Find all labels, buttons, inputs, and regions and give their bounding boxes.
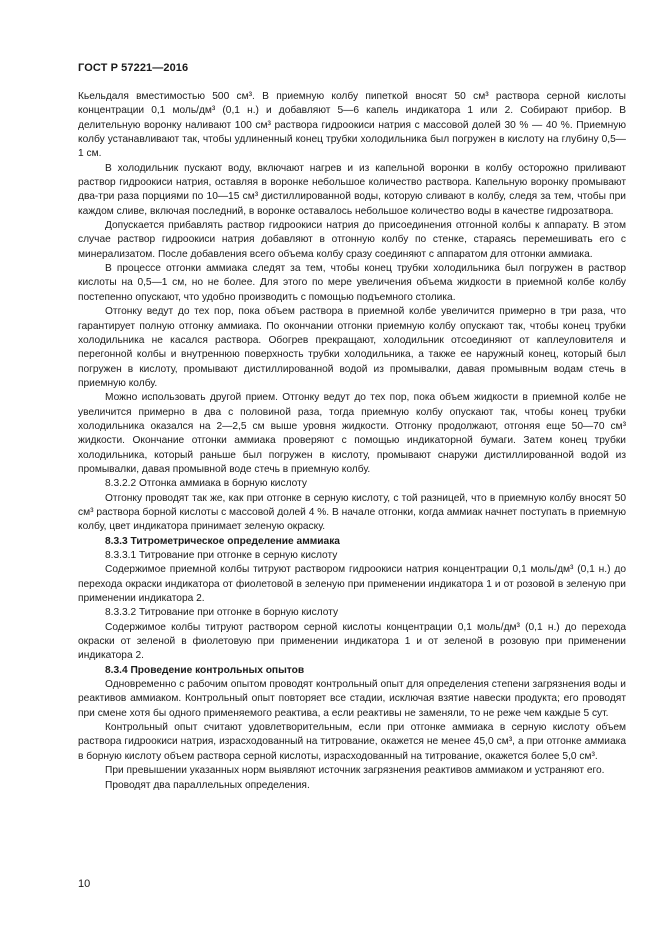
paragraph: Кьельдаля вместимостью 500 см³. В приемную колбу пипеткой вносят 50 см³ раствора серной кислоты концентрации 0,1 моль/дм³ (0,1 н.) и добавляют 5—6 капель индикатора 1 или 2. Собирают прибор. В делительную воронку наливают 100 см³ раствора гидроокиси натрия с массовой долей 30 % — 40 %. Приемную колбу устанавливают так, чтобы удлиненный конец трубки холодильника был погружен в кислоту на глубину 0,5—1 см. <box>78 91 626 160</box>
paragraph: Содержимое колбы титруют раствором серной кислоты концентрации 0,1 моль/дм³ (0,1 н.) до перехода окраски от зеленой в фиолетовую при применении индикатора 1 и от зеленой в розовую при применении индикатора 2. <box>78 621 626 662</box>
paragraph: Контрольный опыт считают удовлетворительным, если при отгонке аммиака в серную кислоту объем раствора гидроокиси натрия, израсходованный на титрование, окажется не менее 45,0 см³, а при отгонке аммиака в борную кислоту объем раствора серной кислоты, израсходованный на титрование, окажется более 5,0 см³. <box>78 722 626 762</box>
paragraph: 8.3.3.1 Титрование при отгонке в серную кислоту <box>105 550 338 561</box>
paragraph: Одновременно с рабочим опытом проводят контрольный опыт для определения степени загрязнения воды и реактивов аммиаком. Контрольный опыт повторяет все стадии, исключая взятие навески продукта; его проводят при смене хотя бы одного применяемого реактива, а если реактивы не заменяли, то не реже чем каждые 5 сут. <box>78 679 626 719</box>
paragraph: Содержимое приемной колбы титруют раствором гидроокиси натрия концентрации 0,1 моль/дм³ (0,1 н.) до перехода окраски индикатора от фиолетовой в зеленую при применении индикатора 1 и от розовой в зеленую при применении индикатора 2. <box>78 564 626 605</box>
paragraph: При превышении указанных норм выявляют источник загрязнения реактивов аммиаком и устраняют его. <box>105 765 605 777</box>
paragraph: Проводят два параллельных определения. <box>105 779 310 791</box>
document-header: ГОСТ Р 57221—2016 <box>78 62 189 74</box>
paragraph: В процессе отгонки аммиака следят за тем, чтобы конец трубки холодильника был погружен в раствор кислоты на 0,5—1 см, но не более. Для этого по мере увеличения объема жидкости в приемной колбе колбу постепенно опускают, что удобно производить с помощью подъемного столика. <box>78 263 626 303</box>
paragraph: 8.3.2.2 Отгонка аммиака в борную кислоту <box>105 478 307 490</box>
paragraph: В холодильник пускают воду, включают нагрев и из капельной воронки в колбу осторожно приливают раствор гидроокиси натрия, оставляя в воронке небольшое количество раствора. Капельную воронку промывают два-три раза порциями по 10—15 см³ дистиллированной воды, которую сливают в колбу, следя за тем, чтобы при каждом сливе, включая последний, в воронке оставалось небольшое количество воды в качестве гидрозатвора. <box>78 162 626 217</box>
paragraph: Отгонку проводят так же, как при отгонке в серную кислоту, с той разницей, что в приемную колбу вносят 50 см³ раствора борной кислоты с массовой долей 4 %. В начале отгонки, когда аммиак начнет поступать в приемную колбу, цвет индикатора принимает зеленую окраску. <box>78 492 626 533</box>
paragraph: 8.3.3.2 Титрование при отгонке в борную кислоту <box>105 607 339 619</box>
paragraph: Отгонку ведут до тех пор, пока объем раствора в приемной колбе увеличится примерно в три раза, что гарантирует полную отгонку аммиака. По окончании отгонки приемную колбу опускают так, чтобы конец трубки холодильника не касался раствора. Обогрев прекращают, холодильник отсоединяют от каплеуловителя и перегонной колбы и внутреннюю поверхность трубки холодильника, а также ее наружный конец, который был погружен в кислоту, промывают дистиллированной водой из промывалки, давая промывным водам стечь в приемную колбу. <box>78 306 626 389</box>
document-body <box>78 90 626 793</box>
paragraph: 8.3.4 Проведение контрольных опытов <box>105 664 305 676</box>
paragraph: Допускается прибавлять раствор гидроокиси натрия до присоединения отгонной колбы к аппарату. В этом случае раствор гидроокиси натрия добавляют в отгонную колбу по стенке, стараясь перемешивать его с минерализатом. После добавления всего объема колбу сразу соединяют с аппаратом для отгонки аммиака. <box>78 220 626 260</box>
page-number: 10 <box>78 878 91 890</box>
paragraph: Можно использовать другой прием. Отгонку ведут до тех пор, пока объем жидкости в приемной колбе не увеличится примерно в два с половиной раза, тогда приемную колбу опускают так, чтобы конец трубки холодильника оказался на 2—2,5 см выше уровня жидкости. Отгонку продолжают, отгоняя еще 50—70 см³ жидкости. Окончание отгонки аммиака проверяют с помощью индикаторной бумаги. Затем конец трубки холодильника, который раньше был погружен в кислоту, промывают снаружи дистиллированной водой из промывалки, давая промывной воде стечь в приемную колбу. <box>78 392 626 475</box>
paragraph: 8.3.3 Титрометрическое определение аммиака <box>105 535 340 547</box>
